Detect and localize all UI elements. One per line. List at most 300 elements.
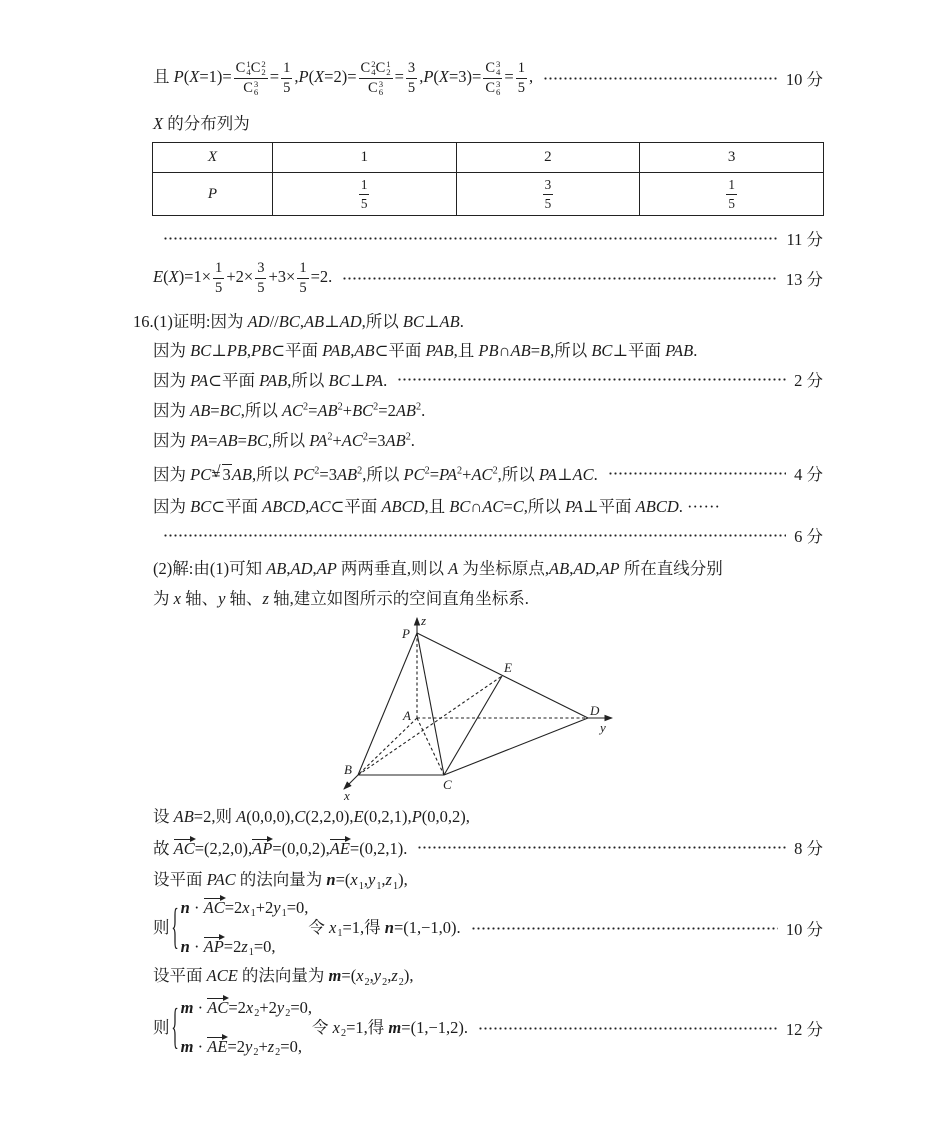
math-variable: PB: [478, 341, 499, 360]
text-line: [153, 458, 823, 488]
text-run: ,所以: [523, 497, 565, 516]
text-run: +: [462, 465, 472, 484]
math-variable: P: [411, 807, 422, 826]
numerator: [516, 60, 527, 79]
math-variable: BC: [328, 371, 350, 390]
text-run: =2,则: [193, 807, 237, 826]
math-variable: AB: [549, 559, 570, 578]
denominator: [483, 79, 502, 97]
math-variable: AP: [599, 559, 620, 578]
math-variable: PB: [251, 341, 272, 360]
math-variable: AC: [471, 465, 493, 484]
text-run: ∩: [470, 497, 483, 516]
text-run: =2)=: [324, 66, 357, 86]
text-line: [153, 960, 413, 990]
numerator: [255, 260, 266, 279]
math-variable: AC: [281, 401, 304, 420]
text-run: 5: [407, 79, 416, 96]
subscript: 2: [285, 1008, 291, 1019]
text-run: =0,: [286, 897, 309, 917]
text-run: (0,0,0),: [246, 807, 295, 826]
math-variable: x: [173, 589, 181, 608]
score-label: 13 分: [785, 270, 823, 289]
numerator: [726, 177, 737, 194]
text-run: 1: [215, 259, 223, 276]
combination-indices: [379, 80, 383, 97]
math-variable: ACE: [206, 966, 238, 986]
text-run: 设: [153, 807, 174, 826]
text-run: .: [421, 401, 426, 420]
math-variable: X: [153, 114, 164, 133]
superscript: 2: [424, 465, 430, 477]
label-e: E: [504, 660, 512, 675]
vector-notation: AC: [207, 997, 229, 1017]
line-content: [153, 962, 413, 987]
denominator: [359, 195, 370, 211]
text-run: ⊂平面: [211, 497, 263, 516]
text-run: ,: [305, 497, 310, 516]
edge-pc: [417, 633, 444, 775]
superscript: 2: [492, 465, 498, 477]
superscript: 2: [303, 401, 309, 413]
combination-upper: 3: [496, 58, 501, 69]
text-run: ∩: [498, 341, 511, 360]
line-content: [153, 427, 415, 451]
table-cell: [153, 173, 273, 216]
text-run: . ······: [678, 497, 720, 516]
combination-base: C: [485, 59, 496, 76]
math-variable: PAB: [259, 371, 288, 390]
numerator: [543, 177, 554, 194]
subscript: 1: [392, 880, 399, 892]
line-content: [153, 866, 408, 891]
label-y: y: [600, 720, 606, 735]
text-run: 的法向量为: [235, 870, 327, 890]
text-run: 两两垂直,则以: [336, 559, 449, 578]
text-run: 轴、: [180, 589, 219, 608]
text-run: (0,0,2),: [421, 807, 470, 826]
text-run: ·: [193, 1037, 208, 1056]
text-run: +: [342, 401, 353, 420]
label-b: B: [344, 762, 352, 777]
text-run: ,: [363, 870, 368, 890]
text-run: ,: [246, 341, 252, 360]
math-variable: PC: [190, 465, 212, 484]
math-variable: E: [153, 266, 164, 286]
text-run: ),: [398, 870, 408, 890]
text-run: )=1×: [178, 266, 212, 286]
math-variable: PC: [403, 465, 425, 484]
brace-symbol: {: [170, 899, 179, 955]
text-run: =: [530, 341, 540, 360]
math-variable: C: [512, 497, 524, 516]
math-variable: BC: [402, 312, 425, 331]
denominator: [406, 79, 417, 97]
fraction: [483, 60, 502, 96]
text-run: =: [394, 66, 404, 86]
text-run: 因为: [153, 341, 191, 360]
equation-system: [170, 898, 309, 958]
equation-rows: [181, 998, 312, 1058]
text-run: ⊥: [556, 465, 573, 484]
math-variable: BC: [190, 341, 212, 360]
math-variable: PA: [190, 371, 209, 390]
text-run: =2: [228, 997, 246, 1017]
math-variable: BC: [246, 431, 269, 450]
dot-leader: [478, 1022, 778, 1034]
text-run: 16.(1)证明:因为: [133, 312, 248, 331]
subscript: 1: [281, 908, 287, 919]
text-run: =: [237, 431, 247, 450]
math-variable: AC: [309, 497, 331, 516]
text-run: 为坐标原点,: [458, 559, 550, 578]
text-run: =2.: [310, 266, 333, 286]
math-variable: X: [168, 266, 179, 286]
fraction: [255, 260, 266, 296]
combination-lower: 6: [496, 86, 501, 97]
text-run: 设平面: [153, 870, 207, 890]
math-variable: PA: [309, 431, 328, 450]
denominator: [281, 79, 292, 97]
text-run: ,且: [453, 341, 479, 360]
line-content: [153, 998, 468, 1058]
text-run: 5: [299, 279, 307, 296]
text-run: =(: [335, 870, 351, 890]
text-run: .: [593, 465, 598, 484]
equation-system: [170, 998, 313, 1058]
math-variable: AD: [573, 559, 596, 578]
numerator: [483, 60, 502, 79]
coordinate-diagram: [330, 610, 630, 805]
table-row-x: [153, 143, 824, 173]
label-a: A: [403, 708, 411, 723]
combination: [243, 80, 258, 97]
text-line: [153, 490, 720, 520]
math-variable: AD: [290, 559, 313, 578]
math-variable: ABCD: [635, 497, 679, 516]
vector-symbol: m: [388, 1018, 402, 1037]
text-run: 1: [283, 59, 291, 76]
text-run: 轴、: [225, 589, 263, 608]
dot-leader: [608, 467, 786, 479]
math-variable: PAC: [206, 870, 236, 890]
text-line: [153, 832, 823, 862]
text-run: =: [269, 66, 280, 86]
text-run: 的分布列为: [163, 114, 250, 133]
text-run: =2: [223, 937, 242, 956]
text-run: =(0,2,1).: [349, 839, 408, 858]
math-variable: y: [218, 589, 226, 608]
text-run: ⊥: [349, 371, 366, 390]
line-content: [153, 493, 720, 517]
combination-upper: 3: [378, 78, 384, 89]
math-variable: ABCD: [381, 497, 425, 516]
equation-row: [181, 998, 312, 1019]
vector-symbol: m: [180, 1037, 194, 1056]
fraction: [297, 260, 308, 296]
text-run: =(1,−1,0).: [393, 918, 461, 937]
text-run: 所在直线分别: [619, 559, 723, 578]
math-variable: PA: [365, 371, 384, 390]
combination-upper: 3: [496, 78, 501, 89]
text-run: =: [308, 401, 318, 420]
superscript: 2: [314, 465, 320, 477]
math-variable: ABCD: [262, 497, 306, 516]
text-run: ,: [294, 66, 299, 86]
math-variable: x: [350, 870, 358, 890]
math-variable: AB: [510, 341, 531, 360]
text-run: 3: [257, 259, 265, 276]
text-run: (: [183, 66, 190, 86]
text-run: =0,: [253, 937, 276, 956]
text-run: .: [410, 431, 415, 450]
text-run: ⊥: [324, 312, 340, 331]
math-variable: z: [385, 870, 392, 890]
math-variable: PAB: [665, 341, 694, 360]
text-run: =(2,2,0),: [194, 839, 253, 858]
line-content: [153, 260, 332, 296]
vector-notation: AP: [203, 937, 224, 956]
combination-indices: [386, 60, 390, 77]
vector-symbol: m: [328, 966, 342, 986]
text-run: (2,2,0),: [305, 807, 354, 826]
math-variable: AB: [439, 312, 460, 331]
equation-row: [181, 937, 309, 958]
denominator: [726, 195, 737, 211]
combination-base: C: [375, 59, 386, 76]
table-cell: [640, 173, 824, 216]
vector-notation: AP: [252, 839, 273, 858]
table-cell: [153, 143, 273, 173]
combination: [251, 60, 266, 77]
text-run: +2×: [226, 266, 254, 286]
text-run: ),: [403, 966, 414, 986]
text-run: 5: [215, 279, 223, 296]
line-content: [153, 585, 529, 609]
math-variable: y: [276, 997, 285, 1017]
superscript: 2: [416, 401, 422, 413]
table-row-p: [153, 173, 824, 216]
text-run: .: [459, 312, 464, 331]
combination-upper: 3: [253, 78, 259, 89]
numerator: [234, 60, 268, 79]
numerator: [213, 260, 224, 279]
text-run: ⊂平面: [208, 371, 260, 390]
fraction: [359, 177, 370, 210]
math-variable: PC: [293, 465, 315, 484]
text-run: =1)=: [199, 66, 232, 86]
math-variable: x: [356, 966, 364, 986]
text-run: 1: [517, 59, 525, 76]
math-variable: X: [438, 66, 449, 86]
combination-lower: 4: [496, 67, 501, 78]
fraction: [359, 60, 393, 96]
math-variable: P: [207, 185, 217, 202]
text-run: 因为: [153, 401, 191, 420]
fraction: [213, 260, 224, 296]
combination-indices: [254, 80, 258, 97]
text-run: 5: [360, 195, 368, 211]
text-run: +3×: [268, 266, 296, 286]
line-content: [153, 337, 697, 361]
text-run: ,所以: [361, 312, 403, 331]
math-variable: AB: [231, 465, 252, 484]
text-line: [153, 223, 823, 253]
subscript: 2: [341, 1028, 347, 1040]
label-x: x: [344, 788, 350, 803]
text-run: =(0,0,2),: [272, 839, 330, 858]
fraction: [234, 60, 268, 96]
text-run: ,: [350, 341, 355, 360]
combination-upper: 2: [371, 58, 376, 69]
fraction: [406, 60, 417, 96]
text-run: 为: [153, 589, 174, 608]
math-variable: AD: [247, 312, 270, 331]
combination-upper: 1: [246, 58, 251, 69]
math-variable: x: [329, 918, 337, 937]
math-variable: PAB: [322, 341, 351, 360]
distribution-table: [152, 142, 824, 216]
subscript: 1: [248, 947, 254, 959]
dot-leader: [471, 922, 778, 934]
dot-leader: [163, 232, 778, 244]
denominator: [255, 279, 266, 297]
text-run: =: [208, 431, 218, 450]
text-run: 因为: [153, 465, 191, 484]
text-run: ⊂平面: [374, 341, 426, 360]
text-run: =(: [341, 966, 357, 986]
text-line: [153, 864, 408, 894]
text-run: ,: [569, 559, 574, 578]
subscript: 2: [253, 1047, 259, 1059]
text-run: ,所以: [287, 371, 329, 390]
text-run: (: [163, 266, 169, 286]
vector-symbol: n: [326, 870, 336, 890]
text-line: [153, 520, 823, 550]
text-line: [153, 394, 425, 424]
math-variable: AB: [266, 559, 287, 578]
dot-leader: [543, 72, 778, 84]
combination-lower: 4: [371, 67, 376, 78]
line-content: [153, 461, 598, 485]
math-variable: P: [173, 66, 184, 86]
text-run: ,所以: [497, 465, 539, 484]
text-run: (: [433, 66, 439, 86]
score-label: 11 分: [786, 230, 823, 249]
superscript: 2: [337, 401, 343, 413]
line-content: [153, 110, 250, 134]
text-run: ,: [369, 966, 374, 986]
line-content: [153, 835, 407, 859]
denominator: [241, 79, 260, 97]
math-variable: z: [262, 589, 269, 608]
equation-row: [181, 898, 309, 919]
math-variable: BC: [219, 401, 241, 420]
score-label: 10 分: [785, 70, 823, 89]
combination-base: C: [368, 79, 378, 96]
superscript: 2: [457, 465, 463, 477]
text-run: ,: [387, 966, 392, 986]
math-variable: AB: [317, 401, 338, 420]
math-variable: X: [314, 66, 325, 86]
text-run: ·: [189, 937, 204, 956]
text-run: ,所以: [268, 431, 310, 450]
numerator: [281, 60, 292, 79]
equation-rows: [181, 898, 309, 958]
combination-base: C: [360, 59, 371, 76]
label-c: C: [443, 777, 452, 792]
subscript: 2: [275, 1047, 281, 1059]
combination-upper: 2: [261, 58, 266, 69]
subscript: 2: [398, 976, 404, 988]
text-run: =: [429, 465, 440, 484]
text-run: ,: [381, 870, 386, 890]
subscript: 1: [358, 880, 364, 892]
combination: [236, 60, 251, 77]
line-content: [153, 555, 723, 579]
fraction: [726, 177, 737, 210]
table-cell: [456, 143, 640, 173]
combination: [485, 60, 500, 77]
label-z: z: [421, 613, 427, 628]
text-run: .: [383, 371, 388, 390]
text-run: =: [211, 465, 221, 484]
math-variable: AB: [354, 341, 375, 360]
text-run: =2: [227, 1037, 245, 1056]
math-variable: E: [353, 807, 364, 826]
text-run: =3: [319, 465, 337, 484]
math-variable: PB: [226, 341, 247, 360]
text-run: 1: [360, 177, 368, 193]
combination-lower: 2: [386, 67, 391, 78]
text-run: +2: [255, 897, 274, 917]
text-run: 令: [312, 1018, 333, 1037]
text-run: =0,: [280, 1037, 302, 1056]
text-line: [153, 259, 823, 296]
text-run: =1,得: [346, 1018, 389, 1037]
superscript: 2: [357, 465, 363, 477]
denominator: [543, 195, 554, 211]
superscript: 2: [327, 431, 333, 443]
math-variable: AB: [303, 312, 325, 331]
math-variable: z: [391, 966, 398, 986]
combination-indices: [496, 80, 500, 97]
superscript: 2: [373, 401, 379, 413]
math-variable: AB: [395, 401, 416, 420]
text-line: [153, 552, 723, 582]
text-line: [153, 364, 823, 394]
text-run: 5: [257, 279, 265, 296]
text-run: =2: [378, 401, 396, 420]
text-run: 5: [517, 79, 525, 96]
text-run: 1: [728, 177, 735, 193]
text-run: 轴,建立如图所示的空间直角坐标系.: [268, 589, 529, 608]
combination-lower: 2: [261, 67, 266, 78]
dot-leader: [417, 841, 786, 853]
math-variable: X: [207, 149, 217, 165]
text-run: ,且: [424, 497, 450, 516]
math-variable: x: [332, 1018, 340, 1037]
text-run: 则: [153, 1018, 170, 1037]
math-variable: AP: [316, 559, 337, 578]
text-line: [153, 582, 529, 612]
text-run: 且: [153, 66, 174, 86]
line-content: [153, 367, 387, 391]
math-variable: PA: [439, 465, 458, 484]
superscript: 2: [362, 431, 368, 443]
text-run: (2)解:由(1)可知: [153, 559, 267, 578]
text-line: [153, 58, 823, 97]
